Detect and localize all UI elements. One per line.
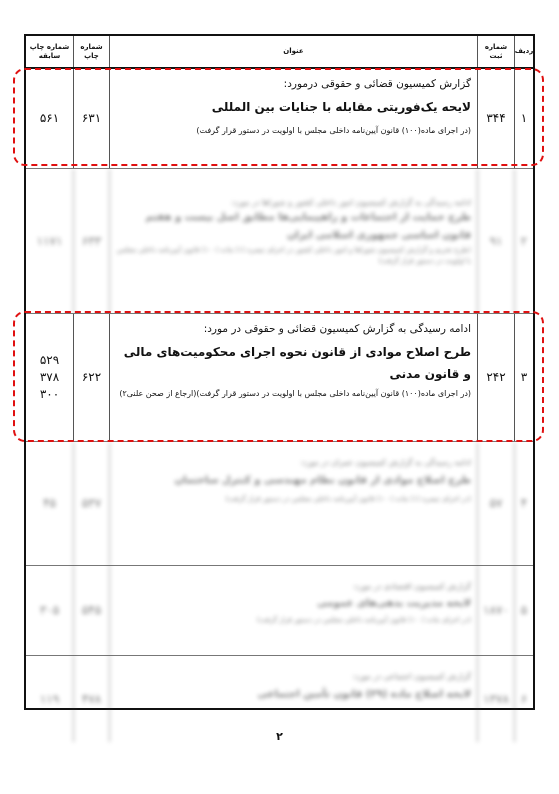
- print-number: ۵۳۷: [74, 442, 110, 565]
- title-cell: [110, 566, 478, 655]
- row-index: ۵: [520, 603, 528, 617]
- registration-number: ۳۴۴: [478, 69, 515, 168]
- row-index: ۴: [520, 496, 528, 510]
- print-number: ۴۷۸: [74, 656, 110, 742]
- registration-number: ۵۷: [478, 442, 515, 565]
- highlight-box-row-1: [13, 68, 544, 166]
- row-index: ۲: [520, 233, 528, 248]
- page-number: ۲: [276, 730, 283, 743]
- row-note: (در اجرای ماده(۱۰۰) قانون آیین‌نامه داخلی مجلس با اولویت در دستور قرار گرفت)(ارجاع از صحن علنی۲): [119, 389, 471, 398]
- prev-print-number: ۳۰۵: [26, 566, 74, 655]
- row-title: لایحه مدیریت بدهی‌های عمومی: [317, 598, 471, 609]
- table-row: [26, 566, 533, 656]
- row-title: لایحه یک‌فوریتی مقابله با جنایات بین المللی: [211, 100, 471, 114]
- registration-number: ۹۱: [478, 169, 515, 313]
- header-index: ردیف: [514, 47, 534, 55]
- row-title: طرح اصلاح موادی از قانون نحوه اجرای محکومیت‌های مالی و قانون مدنی: [123, 345, 471, 381]
- row-index: ۱: [520, 111, 528, 125]
- prev-print-number: ۳۷۸: [39, 370, 60, 384]
- row-intro: گزارش کمیسیون اجتماعی در مورد:: [352, 672, 471, 681]
- row-intro: ادامه رسیدگی به گزارش کمیسیون عمران در مورد:: [300, 458, 471, 467]
- prev-print-number: ۵۶۱: [26, 69, 74, 168]
- prev-print-number: ۴۵: [26, 442, 74, 565]
- row-title: طرح حمایت از اجتماعات و راهپیمایی‌ها مطابق اصل بیست و هفتم قانون اساسی جمهوری اسلامی ایران: [145, 212, 471, 241]
- header-title: عنوان: [110, 36, 478, 67]
- row-note: (در اجرای ماده (۱۰۰) قانون آیین‌نامه داخلی مجلس در دستور قرار گرفت): [256, 616, 471, 624]
- prev-print-number: ۱۱۹: [26, 656, 74, 742]
- row-index: ۶: [520, 691, 528, 706]
- prev-print-number: ۱۱۷۱: [26, 169, 74, 313]
- prev-print-number: ۵۲۹: [39, 353, 60, 367]
- print-number: ۶۳۳: [74, 169, 110, 313]
- registration-number: ۱۸۷۰: [478, 566, 515, 655]
- registration-number: ۲۴۲: [478, 314, 515, 441]
- print-number: ۶۲۲: [74, 314, 110, 441]
- prev-print-number: ۳۰۰: [39, 387, 60, 401]
- row-note: (در اجرای ماده(۱۰۰) قانون آیین‌نامه داخلی مجلس با اولویت در دستور قرار گرفت): [196, 126, 471, 135]
- row-intro: ادامه رسیدگی به گزارش کمیسیون امور داخلی کشور و شوراها در مورد:: [230, 198, 471, 207]
- table-row: [26, 169, 533, 314]
- registration-number: ۱۳۷۸: [478, 656, 515, 742]
- row-note: (طرح تحریم و گزارش کمیسیون شوراها و امور داخلی کشور در اجرای تبصره (۱) ماده (۱۰۰) قانون آیین‌نامه داخلی مجلس با اولویت در دستور قرار گرفت): [116, 246, 471, 265]
- row-intro: گزارش کمیسیون قضائی و حقوقی درمورد:: [283, 78, 471, 90]
- title-cell: [110, 169, 478, 313]
- row-intro: ادامه رسیدگی به گزارش کمیسیون قضائی و حقوقی در مورد:: [203, 323, 471, 335]
- row-title: طرح اصلاح موادی از قانون نظام مهندسی و کنترل ساختمان: [174, 475, 471, 486]
- print-number: ۶۳۱: [74, 69, 110, 168]
- highlight-box-row-3: [13, 311, 544, 442]
- print-number: ۵۴۵: [74, 566, 110, 655]
- row-index: ۳: [520, 370, 528, 384]
- header-registration: شماره ثبت: [478, 36, 515, 67]
- header-prev-print: شماره چاپ سابقه: [26, 36, 74, 67]
- row-title: لایحه اصلاح ماده (۳۹) قانون تأمین اجتماعی: [257, 689, 471, 700]
- row-intro: گزارش کمیسیون اقتصادی در مورد:: [352, 582, 471, 591]
- header-print: شماره چاپ: [74, 36, 110, 67]
- table-row: [26, 442, 533, 566]
- row-note: (در اجرای تبصره (۱) ماده (۱۰۰) قانون آیین‌نامه داخلی مجلس در دستور قرار گرفت): [225, 495, 471, 503]
- title-cell: [110, 442, 478, 565]
- table-header: [26, 36, 533, 69]
